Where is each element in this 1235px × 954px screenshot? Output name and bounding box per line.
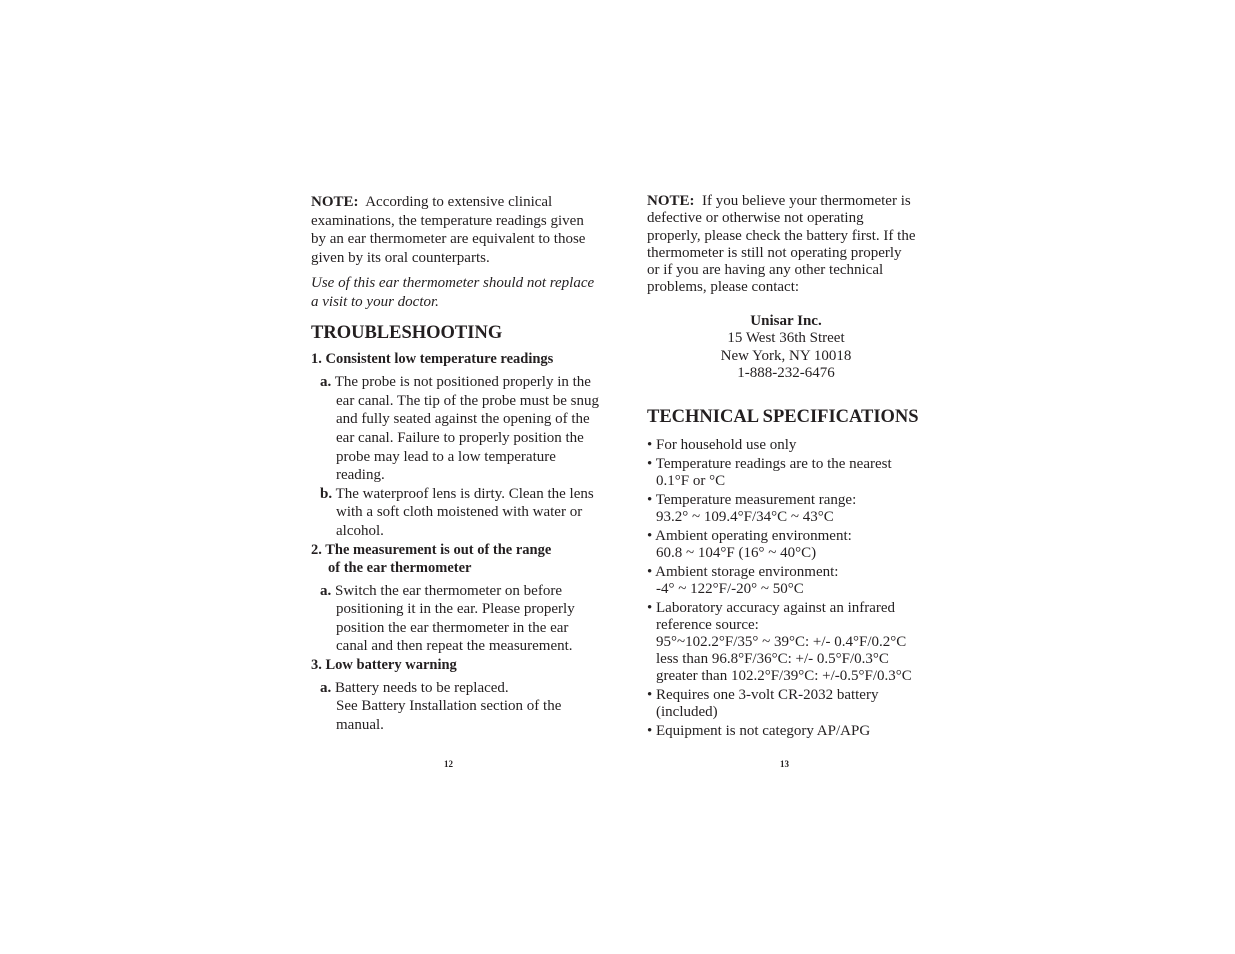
solution-text: Battery needs to be replaced. [335, 679, 509, 696]
note-label: NOTE: [647, 193, 695, 209]
contact-note-paragraph [647, 193, 917, 297]
issue-2-title [311, 541, 601, 578]
spec-item [647, 437, 937, 454]
spec-line: • Ambient operating environment: [647, 527, 852, 544]
company-city: New York, NY 10018 [720, 347, 852, 364]
spec-line: (included) [656, 703, 718, 720]
solution-text: The probe is not positioned properly in the ear canal. The tip of the probe must be snug and fully seated against the opening of the ear canal. Failure to properly position the probe may lead to a low temperature reading. [334, 374, 599, 484]
spec-line: • Requires one 3-volt CR-2032 battery [647, 686, 879, 703]
company-phone: 1-888-232-6476 [737, 365, 835, 382]
page-number-left: 12 [444, 759, 453, 769]
right-page [647, 193, 937, 742]
issue-2-line-1: 2. The measurement is out of the range [311, 541, 552, 558]
issue-2-line-2: of the ear thermometer [328, 560, 472, 577]
issue-1-solution-b [320, 485, 601, 541]
spec-line: reference source: [656, 616, 759, 633]
issue-2-solutions [311, 582, 601, 656]
spec-item [647, 723, 937, 740]
caution-text: Use of this ear thermometer should not replace a visit to your doctor. [311, 275, 595, 310]
company-street: 15 West 36th Street [727, 330, 845, 347]
tech-specs-heading: TECHNICAL SPECIFICATIONS [647, 406, 919, 427]
spec-item [647, 600, 937, 685]
spec-item [647, 564, 937, 598]
spec-line: • Laboratory accuracy against an infrared [647, 599, 896, 616]
issue-3-solutions [311, 679, 601, 735]
spec-line: 0.1°F or °C [656, 472, 726, 489]
issue-2-solution-a [320, 582, 601, 656]
spec-line: 95°~102.2°F/35° ~ 39°C: +/- 0.4°F/0.2°C [656, 633, 907, 650]
spec-line: greater than 102.2°F/39°C: +/-0.5°F/0.3°C [656, 667, 912, 684]
note-text: According to extensive clinical examinations, the temperature readings given by an ear thermometer are equivalent to those given by its oral counterparts. [311, 194, 586, 266]
left-page [311, 193, 601, 734]
spec-line: • Temperature readings are to the nearest [647, 455, 892, 472]
issue-1-title: 1. Consistent low temperature readings [311, 350, 554, 367]
issue-3-solution-a [320, 679, 601, 735]
page-number-right: 13 [780, 759, 789, 769]
spec-line: • Equipment is not category AP/APG [647, 722, 871, 739]
solution-label: a. [320, 679, 332, 696]
spec-line: • Temperature measurement range: [647, 491, 857, 508]
issue-3-title: 3. Low battery warning [311, 657, 457, 674]
note-label: NOTE: [311, 194, 359, 210]
spec-list [647, 437, 937, 740]
solution-text-continued: See Battery Installation section of the manual. [336, 698, 562, 733]
spec-line: -4° ~ 122°F/-20° ~ 50°C [656, 580, 804, 597]
issue-1-solution-a [320, 373, 601, 485]
spec-line: • For household use only [647, 436, 797, 453]
note-text: If you believe your thermometer is defective or otherwise not operating properly, please check the battery first. If the thermometer is still not operating properly or if you are having any other technical problems, please contact: [647, 193, 916, 296]
spec-line: • Ambient storage environment: [647, 563, 839, 580]
solution-label: b. [320, 485, 333, 502]
contact-block [647, 313, 925, 383]
solution-label: a. [320, 582, 332, 599]
spec-item [647, 456, 937, 490]
spec-line: 93.2° ~ 109.4°F/34°C ~ 43°C [656, 508, 834, 525]
spec-item [647, 528, 937, 562]
company-name: Unisar Inc. [750, 312, 822, 329]
issue-1-solutions [311, 373, 601, 540]
solution-text: The waterproof lens is dirty. Clean the lens with a soft cloth moistened with water or alcohol. [335, 485, 594, 539]
troubleshooting-heading: TROUBLESHOOTING [311, 322, 503, 343]
spec-item [647, 687, 937, 721]
spec-line: 60.8 ~ 104°F (16° ~ 40°C) [656, 544, 817, 561]
spec-line: less than 96.8°F/36°C: +/- 0.5°F/0.3°C [656, 650, 889, 667]
note-paragraph [311, 193, 601, 267]
solution-text: Switch the ear thermometer on before positioning it in the ear. Please properly position the ear thermometer in the ear canal and then repeat the measurement. [335, 582, 575, 655]
solution-label: a. [320, 374, 332, 391]
spec-item [647, 492, 937, 526]
